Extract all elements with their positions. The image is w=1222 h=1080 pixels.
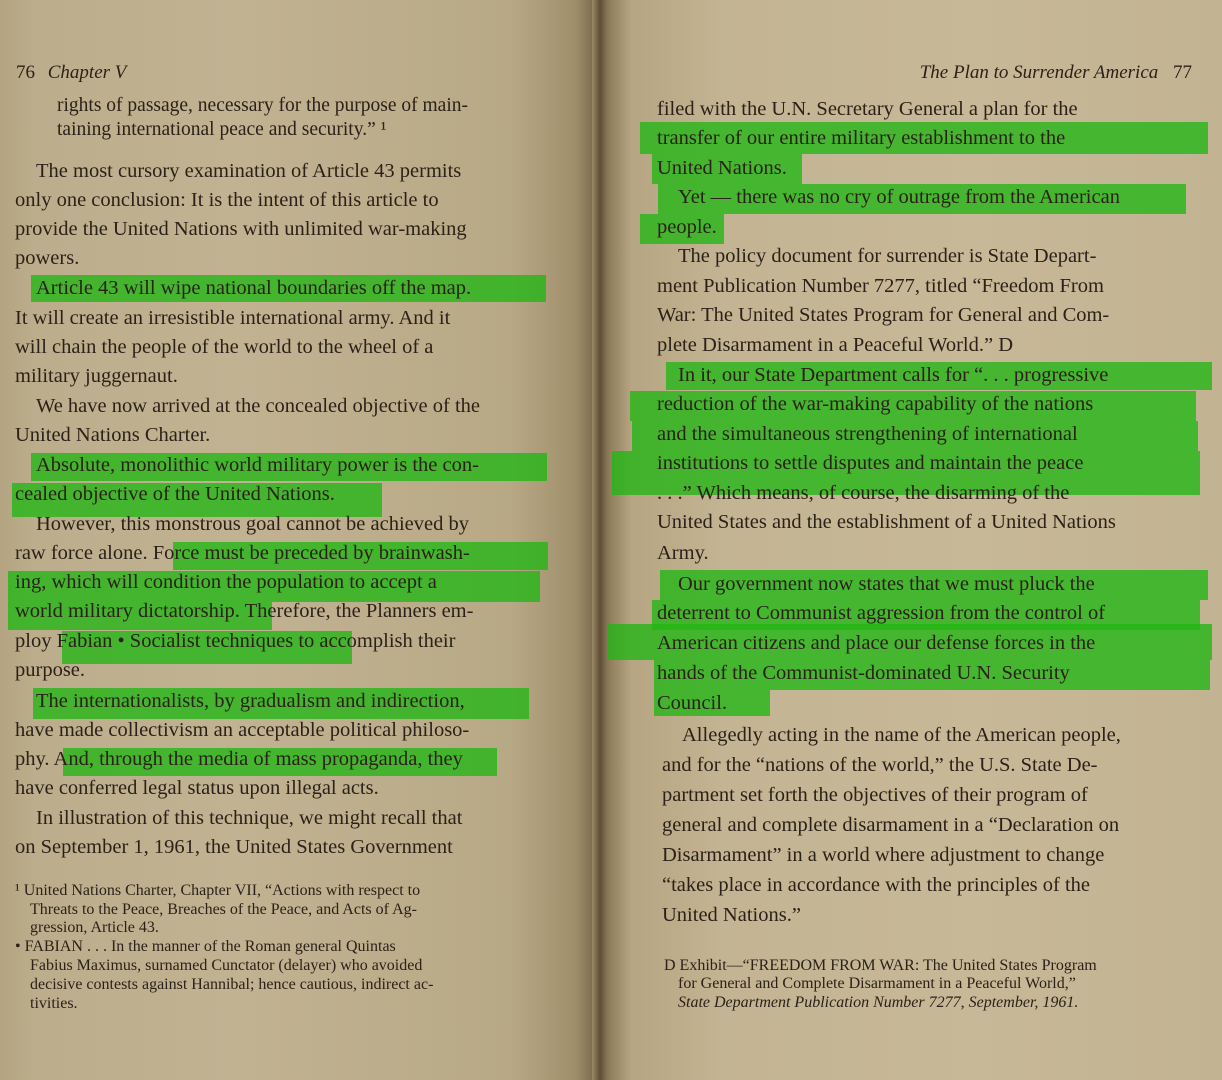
text-line: United Nations.” xyxy=(662,904,801,926)
text-line: and the simultaneous strengthening of international xyxy=(657,423,1078,445)
text-line: people. xyxy=(657,216,717,238)
text-line: Allegedly acting in the name of the American people, xyxy=(682,724,1121,746)
text-line: deterrent to Communist aggression from the control of xyxy=(657,602,1106,624)
text-line: Council. xyxy=(657,692,728,714)
text-line: Army. xyxy=(657,542,709,564)
chapter-title: Chapter V xyxy=(47,62,127,83)
running-title: The Plan to Surrender America xyxy=(919,62,1159,83)
text-line: military juggernaut. xyxy=(15,365,178,387)
text-line: American citizens and place our defense forces in the xyxy=(657,632,1096,654)
text-line: raw force alone. Force must be preceded by brainwash- xyxy=(15,542,470,564)
text-line: The policy document for surrender is State Depart- xyxy=(678,245,1097,267)
book-spine xyxy=(592,0,608,1080)
text-line: purpose. xyxy=(15,659,86,681)
text-line: In it, our State Department calls for “. . . progressive xyxy=(678,364,1109,386)
page-number: 77 xyxy=(1173,62,1192,83)
footnote-line: for General and Complete Disarmament in a Peaceful World,” xyxy=(678,975,1076,992)
text-line: United States and the establishment of a United Nations xyxy=(657,511,1116,533)
text-line: ment Publication Number 7277, titled “Freedom From xyxy=(657,275,1104,297)
text-line: The internationalists, by gradualism and indirection, xyxy=(36,690,465,712)
text-line: have conferred legal status upon illegal acts. xyxy=(15,777,379,799)
text-line: However, this monstrous goal cannot be achieved by xyxy=(36,513,469,535)
text-line: . . .” Which means, of course, the disarming of the xyxy=(657,482,1070,504)
text-line: general and complete disarmament in a “Declaration on xyxy=(662,814,1120,836)
text-line: Article 43 will wipe national boundaries off the map. xyxy=(36,277,472,299)
text-line: taining international peace and security.” ¹ xyxy=(57,119,387,140)
footnote-line: tivities. xyxy=(30,995,78,1012)
text-line: War: The United States Program for General and Com- xyxy=(657,304,1110,326)
text-line: reduction of the war-making capability of the nations xyxy=(657,393,1094,415)
text-line: will chain the people of the world to the wheel of a xyxy=(15,336,434,358)
right-page xyxy=(600,0,1222,1080)
text-line: and for the “nations of the world,” the U.S. State De- xyxy=(662,754,1098,776)
text-line: We have now arrived at the concealed objective of the xyxy=(36,395,481,417)
text-line: partment set forth the objectives of their program of xyxy=(662,784,1088,806)
text-line: cealed objective of the United Nations. xyxy=(15,483,335,505)
footnote-line: Fabius Maximus, surnamed Cunctator (delayer) who avoided xyxy=(30,957,423,974)
text-line: Absolute, monolithic world military power is the con- xyxy=(36,454,479,476)
page-header-left xyxy=(16,62,126,84)
text-line: ing, which will condition the population to accept a xyxy=(15,571,437,593)
left-page xyxy=(0,0,600,1080)
footnote-line: D Exhibit—“FREEDOM FROM WAR: The United States Program xyxy=(664,957,1097,974)
text-line: hands of the Communist-dominated U.N. Security xyxy=(657,662,1070,684)
footnote-line: ¹ United Nations Charter, Chapter VII, “Actions with respect to xyxy=(15,882,421,899)
text-line: United Nations Charter. xyxy=(15,424,211,446)
text-line: It will create an irresistible international army. And it xyxy=(15,307,451,329)
footnote-line: gression, Article 43. xyxy=(30,919,159,936)
footnote-line: • FABIAN . . . In the manner of the Roman general Quintas xyxy=(15,938,396,955)
footnote-line: decisive contests against Hannibal; hence cautious, indirect ac- xyxy=(30,976,434,993)
text-line: transfer of our entire military establishment to the xyxy=(657,127,1066,149)
text-line: world military dictatorship. Therefore, the Planners em- xyxy=(15,600,474,622)
text-line: on September 1, 1961, the United States Government xyxy=(15,836,453,858)
text-line: Disarmament” in a world where adjustment to change xyxy=(662,844,1105,866)
text-line: only one conclusion: It is the intent of this article to xyxy=(15,189,439,211)
footnote-line: Threats to the Peace, Breaches of the Peace, and Acts of Ag- xyxy=(30,901,417,918)
text-line: Yet — there was no cry of outrage from the American xyxy=(678,186,1120,208)
text-line: have made collectivism an acceptable political philoso- xyxy=(15,719,470,741)
text-line: provide the United Nations with unlimited war-making xyxy=(15,218,467,240)
text-line: The most cursory examination of Article 43 permits xyxy=(36,160,462,182)
text-line: phy. And, through the media of mass propaganda, they xyxy=(15,748,463,770)
text-line: filed with the U.N. Secretary General a plan for the xyxy=(657,98,1078,120)
text-line: rights of passage, necessary for the purpose of main- xyxy=(57,95,468,116)
text-line: “takes place in accordance with the principles of the xyxy=(662,874,1091,896)
footnote-line: State Department Publication Number 7277, September, 1961. xyxy=(678,994,1079,1011)
text-line: ploy Fabian • Socialist techniques to accomplish their xyxy=(15,630,456,652)
text-line: Our government now states that we must pluck the xyxy=(678,573,1095,595)
text-line: institutions to settle disputes and maintain the peace xyxy=(657,452,1084,474)
page-header-right xyxy=(920,62,1192,84)
text-line: powers. xyxy=(15,247,80,269)
text-line: In illustration of this technique, we might recall that xyxy=(36,807,463,829)
text-line: United Nations. xyxy=(657,157,787,179)
page-number: 76 xyxy=(16,62,35,83)
text-line: plete Disarmament in a Peaceful World.” D xyxy=(657,334,1014,356)
